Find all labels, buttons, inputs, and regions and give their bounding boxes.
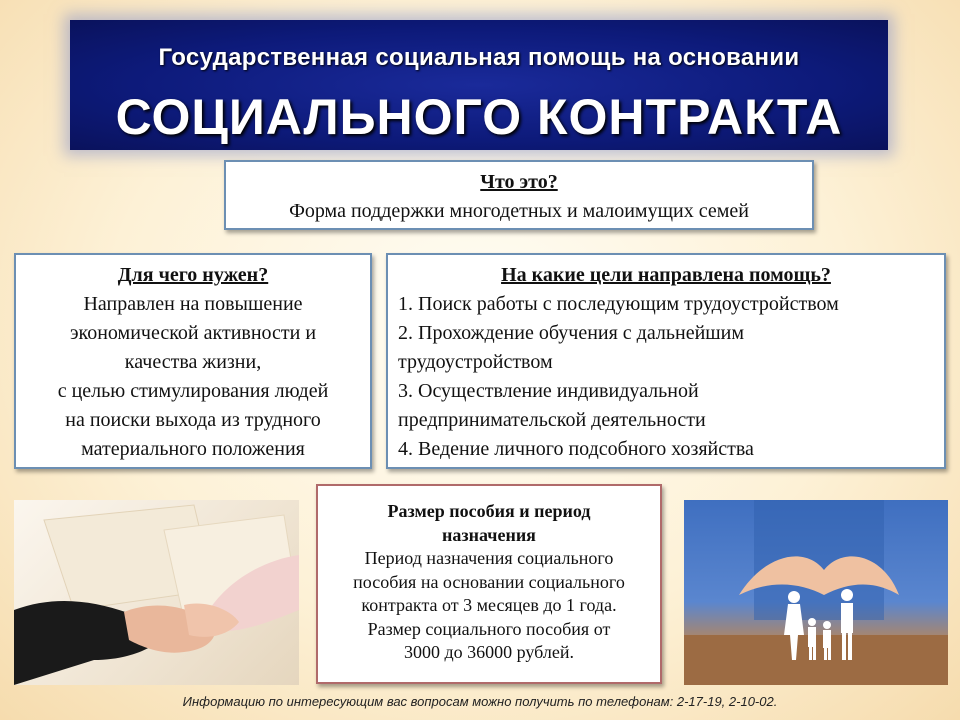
goal-item: предпринимательской деятельности bbox=[398, 409, 706, 431]
purpose-line: Направлен на повышение bbox=[83, 293, 303, 315]
contact-footer: Информацию по интересующим вас вопросам можно получить по телефонам: 2-17-19, 2-10-02. bbox=[182, 694, 778, 709]
what-is-it-box bbox=[224, 160, 814, 230]
benefit-heading-2: назначения bbox=[442, 524, 536, 545]
benefit-line: Период назначения социального bbox=[364, 548, 614, 568]
goal-item: 3. Осуществление индивидуальной bbox=[398, 380, 699, 402]
title-banner bbox=[70, 20, 888, 150]
purpose-line: качества жизни, bbox=[124, 351, 262, 373]
benefit-heading-1: Размер пособия и период bbox=[387, 501, 591, 521]
goal-item: 1. Поиск работы с последующим трудоустройством bbox=[398, 293, 839, 315]
benefit-line: пособия на основании социального bbox=[353, 571, 625, 592]
purpose-line: экономической активности и bbox=[69, 322, 317, 344]
goal-item: трудоустройством bbox=[398, 351, 553, 373]
goals-heading: На какие цели направлена помощь? bbox=[501, 264, 831, 286]
benefit-line: 3000 до 36000 рублей. bbox=[404, 642, 574, 662]
banner-title: СОЦИАЛЬНОГО КОНТРАКТА bbox=[115, 89, 843, 145]
purpose-line: на поиски выхода из трудного bbox=[65, 409, 321, 431]
purpose-line: материального положения bbox=[81, 438, 305, 460]
goal-item: 2. Прохождение обучения с дальнейшим bbox=[398, 322, 745, 344]
what-text: Форма поддержки многодетных и малоимущих семей bbox=[289, 200, 749, 222]
goals-box bbox=[386, 253, 946, 469]
purpose-box bbox=[14, 253, 372, 469]
purpose-heading: Для чего нужен? bbox=[117, 264, 269, 286]
benefit-size-box bbox=[316, 484, 662, 684]
handshake-photo bbox=[14, 500, 299, 685]
benefit-line: контракта от 3 месяцев до 1 года. bbox=[361, 595, 617, 615]
goal-item: 4. Ведение личного подсобного хозяйства bbox=[398, 438, 754, 460]
purpose-line: с целью стимулирования людей bbox=[57, 380, 329, 402]
family-protection-photo bbox=[684, 500, 948, 685]
banner-subtitle: Государственная социальная помощь на основании bbox=[158, 44, 800, 71]
what-heading: Что это? bbox=[480, 171, 558, 193]
benefit-line: Размер социального пособия от bbox=[367, 618, 611, 639]
